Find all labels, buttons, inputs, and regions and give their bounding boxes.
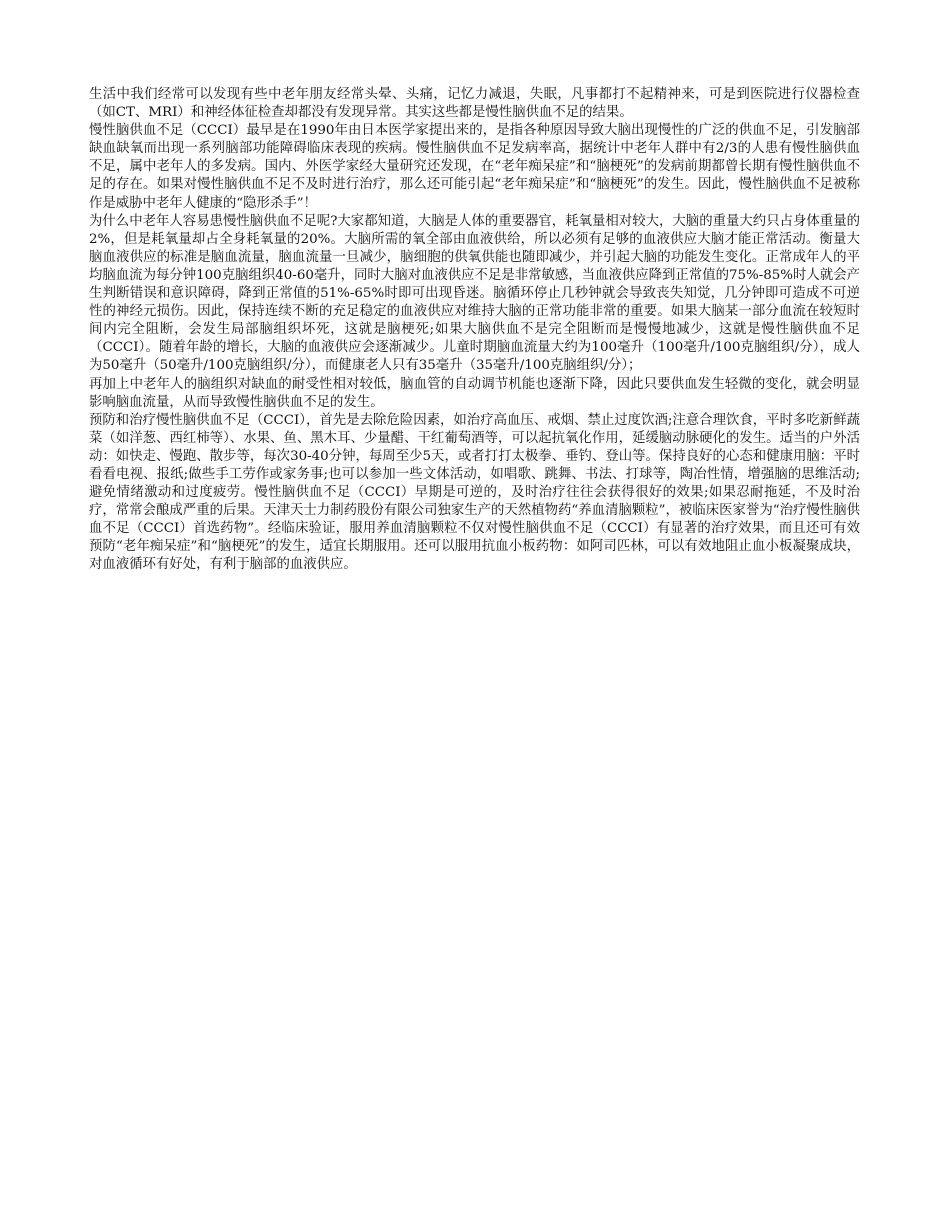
paragraph-tolerance-decline: 再加上中老年人的脑组织对缺血的耐受性相对较低，脑血管的自动调节机能也逐渐下降，因此只要供血发生轻微的变化，就会明显影响脑血流量，从而导致慢性脑供血不足的发生。 [89, 376, 860, 410]
paragraph-prevention-treatment: 预防和治疗慢性脑供血不足（CCCI），首先是去除危险因素，如治疗高血压、戒烟、禁止过度饮酒;注意合理饮食，平时多吃新鲜蔬菜（如洋葱、西红柿等）、水果、鱼、黑木耳、少量醋、干红葡萄酒等，可以起抗氧化作用，延缓脑动脉硬化的发生。适当的户外活动：如快走、慢跑、散步等，每次30-40分钟，每周至少5天，或者打打太极拳、垂钓、登山等。保持良好的心态和健康用脑：平时看看电视、报纸;做些手工劳作或家务事;也可以参加一些文体活动，如唱歌、跳舞、书法、打球等，陶冶性情，增强脑的思维活动;避免情绪激动和过度疲劳。慢性脑供血不足（CCCI）早期是可逆的，及时治疗往往会获得很好的效果;如果忍耐拖延，不及时治疗，常常会酿成严重的后果。天津天士力制药股份有限公司独家生产的天然植物药“养血清脑颗粒”，被临床医家誉为“治疗慢性脑供血不足（CCCI）首选药物”。经临床验证，服用养血清脑颗粒不仅对慢性脑供血不足（CCCI）有显著的治疗效果，而且还可有效预防“老年痴呆症”和“脑梗死”的发生，适宜长期服用。还可以服用抗血小板药物：如阿司匹林，可以有效地阻止血小板凝聚成块，对血液循环有好处，有利于脑部的血液供应。 [89, 412, 860, 573]
document-body [89, 86, 860, 575]
paragraph-cccI-definition: 慢性脑供血不足（CCCI）最早是在1990年由日本医学家提出来的，是指各种原因导致大脑出现慢性的广泛的供血不足，引发脑部缺血缺氧而出现一系列脑部功能障碍临床表现的疾病。慢性脑供血不足发病率高，据统计中老年人群中有2/3的人患有慢性脑供血不足，属中老年人的多发病。国内、外医学家经大量研究还发现，在“老年痴呆症”和“脑梗死”的发病前期都曾长期有慢性脑供血不足的存在。如果对慢性脑供血不足不及时进行治疗，那么还可能引起“老年痴呆症”和“脑梗死”的发生。因此，慢性脑供血不足被称作是威胁中老年人健康的“隐形杀手”！ [89, 123, 860, 211]
paragraph-intro-symptoms: 生活中我们经常可以发现有些中老年朋友经常头晕、头痛，记忆力减退，失眠，凡事都打不起精神来，可是到医院进行仪器检查（如CT、MRI）和神经体征检查却都没有发现异常。其实这些都是慢性脑供血不足的结果。 [89, 87, 860, 121]
paragraph-brain-blood-supply: 为什么中老年人容易患慢性脑供血不足呢?大家都知道，大脑是人体的重要器官，耗氧量相对较大，大脑的重量大约只占身体重量的2%，但是耗氧量却占全身耗氧量的20%。大脑所需的氧全部由血液供给，所以必须有足够的血液供应大脑才能正常活动。衡量大脑血液供应的标准是脑血流量，脑血流量一旦减少，脑细胞的供氧供能也随即减少，并引起大脑的功能发生变化。正常成年人的平均脑血流为每分钟100克脑组织40-60毫升，同时大脑对血液供应不足是非常敏感，当血液供应降到正常值的75%-85%时人就会产生判断错误和意识障碍，降到正常值的51%-65%时即可出现昏迷。脑循环停止几秒钟就会导致丧失知觉，几分钟即可造成不可逆性的神经元损伤。因此，保持连续不断的充足稳定的血液供应对维持大脑的正常功能非常的重要。如果大脑某一部分血流在较短时间内完全阻断，会发生局部脑组织坏死，这就是脑梗死;如果大脑供血不是完全阻断而是慢慢地减少，这就是慢性脑供血不足（CCCI）。随着年龄的增长，大脑的血液供应会逐渐减少。儿童时期脑血流量大约为100毫升（100毫升/100克脑组织/分），成人为50毫升（50毫升/100克脑组织/分），而健康老人只有35毫升（35毫升/100克脑组织/分）； [89, 213, 860, 374]
